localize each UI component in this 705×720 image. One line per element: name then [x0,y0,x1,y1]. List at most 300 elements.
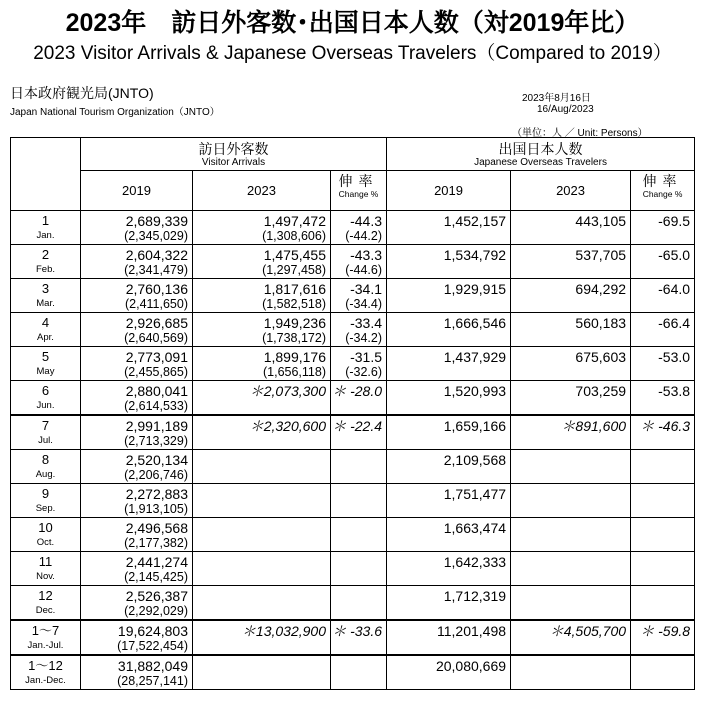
cell-spacer [387,570,510,585]
visitors-2023-value: 1,817,616 [263,281,326,297]
outbound-change-cell [631,347,695,381]
visitors-2023-value-secondary [193,399,330,414]
visitors-2023-value-secondary: (1,738,172) [262,331,326,345]
outbound-2019-value: 1,642,333 [443,554,507,570]
visitors-change-value-secondary: (-34.2) [345,331,383,345]
outbound-2023-value: ＊4,505,700 [549,623,627,639]
cell-spacer [387,434,510,449]
outbound-2019-value: 1,437,929 [443,349,507,365]
visitors-2019-value-secondary: (2,292,029) [124,604,188,618]
table-row [11,518,695,552]
table-row [11,620,695,655]
outbound-2019-value: 2,109,568 [443,452,507,468]
outbound-2023-cell [511,211,631,245]
visitors-2019-cell [81,655,193,690]
table-row [11,245,695,279]
cell-spacer [511,229,630,244]
publication-date-en: 16/Aug/2023 [537,104,594,115]
visitors-header-jp: 訪日外客数 [198,141,269,157]
outbound-change-cell [631,245,695,279]
visitors-2019-value: 2,880,041 [125,383,188,399]
cell-spacer [511,297,630,312]
visitors-change-value-secondary [331,536,386,551]
visitors-2023-header: 2023 [193,171,331,211]
month-cell [11,381,81,416]
outbound-change-cell [631,552,695,586]
visitors-change-value: -44.3 [350,213,383,229]
visitors-2019-value-secondary: (2,341,479) [124,263,188,277]
publication-date: 2023年8月16日 [522,93,591,104]
outbound-2019-value: 1,929,915 [443,281,507,297]
cell-spacer [387,297,510,312]
month-label-en: Jan.-Dec. [25,675,66,686]
outbound-2019-value: 1,666,546 [443,315,507,331]
visitors-2019-value: 31,882,049 [117,658,188,674]
visitors-2019-value-secondary: (2,713,329) [124,434,188,448]
visitors-2019-cell [81,586,193,621]
visitors-2023-cell [193,211,331,245]
visitors-2019-value-secondary: (2,455,865) [124,365,188,379]
cell-spacer [511,674,630,689]
month-cell [11,484,81,518]
month-number: 1～12 [28,658,63,673]
table-row [11,381,695,416]
visitors-change-cell [331,655,387,690]
month-number: 2 [41,247,50,262]
visitors-2023-value [193,552,330,570]
visitors-change-value: ＊ -22.4 [332,418,383,434]
outbound-2023-value [511,586,630,604]
visitors-2019-value: 19,624,803 [117,623,188,639]
outbound-2023-cell [511,484,631,518]
organization-name-en: Japan National Tourism Organization（JNTO） [10,107,220,118]
visitors-2019-cell [81,552,193,586]
visitors-change-value-secondary [331,468,386,483]
outbound-change-value [631,656,694,674]
outbound-2019-cell [387,347,511,381]
cell-spacer [631,570,694,585]
visitors-change-value [331,518,386,536]
month-label-en: Oct. [36,537,55,548]
visitors-2019-value: 2,926,685 [125,315,188,331]
outbound-2023-value [511,552,630,570]
table-row [11,313,695,347]
visitors-2023-cell [193,313,331,347]
visitors-change-cell [331,620,387,655]
visitors-change-value [331,484,386,502]
outbound-2019-value: 1,712,319 [443,588,507,604]
outbound-change-cell [631,450,695,484]
visitors-2023-value: 1,475,455 [263,247,326,263]
month-cell [11,450,81,484]
visitors-change-value [331,586,386,604]
cell-spacer [631,536,694,551]
month-cell [11,313,81,347]
visitors-change-value: ＊ -33.6 [332,623,383,639]
cell-spacer [387,536,510,551]
outbound-2019-cell [387,211,511,245]
visitors-change-value [331,552,386,570]
visitors-2023-value [193,450,330,468]
visitors-2019-value: 2,496,568 [125,520,188,536]
visitors-2019-cell [81,279,193,313]
visitors-change-value-secondary [331,434,386,449]
visitors-change-value: -34.1 [350,281,383,297]
change-header-jp: 伸率 [642,173,683,189]
outbound-change-value: -64.0 [658,281,691,297]
visitors-2019-value-secondary: (2,145,425) [124,570,188,584]
visitors-2019-cell [81,347,193,381]
visitors-change-value-secondary [331,502,386,517]
cell-spacer [631,297,694,312]
outbound-change-cell [631,211,695,245]
outbound-2019-cell [387,415,511,450]
month-cell [11,586,81,621]
change-header-en: Change % [642,189,683,199]
month-number: 11 [38,554,53,569]
page-subtitle: 2023 Visitor Arrivals & Japanese Overseas Travelers（Compared to 2019） [33,43,672,64]
cell-spacer [511,263,630,278]
cell-spacer [631,468,694,483]
visitors-2023-value-secondary [193,434,330,449]
visitors-2019-value: 2,689,339 [125,213,188,229]
outbound-change-value [631,552,694,570]
outbound-2023-cell [511,552,631,586]
visitors-change-value-secondary [331,674,386,689]
outbound-2023-value: 675,603 [575,349,627,365]
cell-spacer [387,331,510,346]
outbound-2019-cell [387,450,511,484]
visitors-2019-value-secondary: (17,522,454) [117,639,188,653]
visitors-2019-cell [81,415,193,450]
visitors-2019-value: 2,526,387 [125,588,188,604]
month-number: 1～7 [31,623,60,638]
visitors-change-cell [331,313,387,347]
visitors-2023-value-secondary [193,502,330,517]
outbound-2019-value: 1,520,993 [443,383,507,399]
outbound-2019-value: 1,452,157 [443,213,507,229]
outbound-2019-cell [387,586,511,621]
cell-spacer [631,365,694,380]
outbound-2023-header: 2023 [511,171,631,211]
visitors-2023-value-secondary [193,468,330,483]
outbound-change-value: -53.8 [658,383,691,399]
organization-name: 日本政府観光局(JNTO) [10,85,154,101]
visitors-2019-value-secondary: (2,640,569) [124,331,188,345]
month-label-en: Dec. [35,605,56,616]
visitors-header-en: Visitor Arrivals [201,157,266,168]
visitors-2023-value-secondary [193,674,330,689]
outbound-change-cell [631,415,695,450]
visitors-2023-cell [193,484,331,518]
visitors-2019-value-secondary: (2,411,650) [124,297,188,311]
outbound-change-value [631,586,694,604]
table-row [11,450,695,484]
table-row [11,347,695,381]
table-row [11,484,695,518]
month-number: 4 [41,315,50,330]
month-cell [11,415,81,450]
outbound-2019-cell [387,245,511,279]
outbound-2023-cell [511,620,631,655]
visitors-change-value: -43.3 [350,247,383,263]
outbound-2019-cell [387,518,511,552]
outbound-2023-cell [511,313,631,347]
visitors-2023-cell [193,279,331,313]
visitors-2023-value [193,518,330,536]
outbound-2019-value: 1,751,477 [443,486,507,502]
page-title: 2023年 訪日外客数･出国日本人数（対2019年比） [65,9,640,37]
visitors-change-value: -31.5 [350,349,383,365]
outbound-2019-cell [387,381,511,416]
visitors-change-cell [331,415,387,450]
visitors-2019-value: 2,604,322 [125,247,188,263]
outbound-2019-cell [387,313,511,347]
outbound-2023-cell [511,655,631,690]
month-number: 1 [41,213,50,228]
visitors-2019-value-secondary: (2,206,746) [124,468,188,482]
cell-spacer [631,399,694,414]
visitors-2019-value: 2,760,136 [125,281,188,297]
visitors-2023-cell [193,381,331,416]
visitors-change-cell [331,347,387,381]
outbound-2023-value: 560,183 [575,315,627,331]
visitors-change-value-secondary: (-44.2) [345,229,383,243]
month-number: 9 [41,486,50,501]
month-number: 12 [38,588,53,603]
month-cell [11,245,81,279]
outbound-2019-cell [387,279,511,313]
visitors-change-cell [331,381,387,416]
visitors-2019-cell [81,245,193,279]
visitors-2019-value: 2,991,189 [125,418,188,434]
month-cell [11,279,81,313]
visitors-change-cell [331,484,387,518]
month-label-en: Feb. [35,264,55,275]
outbound-change-value: -69.5 [658,213,691,229]
outbound-2019-value: 1,663,474 [443,520,507,536]
cell-spacer [387,399,510,414]
cell-spacer [387,502,510,517]
visitors-change-cell [331,450,387,484]
outbound-2019-cell [387,552,511,586]
visitors-2023-value: 1,899,176 [263,349,326,365]
outbound-change-header [631,171,695,211]
visitors-2019-cell [81,450,193,484]
cell-spacer [511,570,630,585]
visitors-2019-header: 2019 [81,171,193,211]
outbound-change-value: ＊ -59.8 [640,623,691,639]
month-label-en: Jul. [38,435,53,446]
visitors-2023-value [193,586,330,604]
cell-spacer [387,365,510,380]
cell-spacer [631,434,694,449]
outbound-2023-cell [511,381,631,416]
outbound-group-header [387,138,695,171]
visitors-2019-value: 2,272,883 [125,486,188,502]
visitors-2019-cell [81,484,193,518]
visitors-change-cell [331,245,387,279]
visitors-2023-value [193,656,330,674]
outbound-change-value: -53.0 [658,349,691,365]
cell-spacer [631,263,694,278]
header-row-groups [11,138,695,171]
month-label-en: Jan. [36,230,55,241]
month-number: 6 [41,383,50,398]
outbound-2023-value [511,656,630,674]
cell-spacer [511,434,630,449]
outbound-change-value [631,518,694,536]
table-row [11,655,695,690]
outbound-change-cell [631,381,695,416]
month-label-en: Sep. [35,503,56,514]
outbound-2023-value [511,518,630,536]
visitors-2023-value: ＊2,320,600 [249,418,326,434]
visitors-change-cell [331,211,387,245]
outbound-change-cell [631,279,695,313]
outbound-2023-value [511,450,630,468]
outbound-2023-value: 443,105 [575,213,627,229]
outbound-2019-value: 1,534,792 [443,247,507,263]
cell-spacer [631,229,694,244]
outbound-2023-value [511,484,630,502]
table-row [11,552,695,586]
outbound-2019-cell [387,655,511,690]
unit-note: （単位：人 ／ Unit: Persons） [512,128,648,139]
visitors-2023-value-secondary: (1,582,518) [262,297,326,311]
outbound-change-value: ＊ -46.3 [640,418,691,434]
table-row [11,586,695,621]
cell-spacer [511,536,630,551]
outbound-change-cell [631,655,695,690]
outbound-2019-value: 1,659,166 [443,418,507,434]
outbound-2019-cell [387,620,511,655]
visitors-2019-value: 2,773,091 [125,349,188,365]
visitors-2023-cell [193,518,331,552]
month-label-en: Apr. [37,332,54,343]
outbound-change-cell [631,620,695,655]
visitors-change-cell [331,552,387,586]
month-cell [11,347,81,381]
visitors-2023-cell [193,347,331,381]
visitors-2019-value-secondary: (2,345,029) [124,229,188,243]
month-cell [11,655,81,690]
outbound-header-jp: 出国日本人数 [498,141,583,157]
cell-spacer [387,639,510,654]
cell-spacer [511,365,630,380]
month-number: 3 [41,281,50,296]
month-cell [11,620,81,655]
visitors-2023-cell [193,245,331,279]
visitors-2023-value: 1,497,472 [263,213,326,229]
outbound-2023-cell [511,347,631,381]
header-row-years [11,171,695,211]
outbound-2019-header: 2019 [387,171,511,211]
visitors-change-cell [331,586,387,621]
visitors-group-header [81,138,387,171]
cell-spacer [387,468,510,483]
visitors-2019-value-secondary: (2,614,533) [124,399,188,413]
cell-spacer [387,674,510,689]
visitors-2023-cell [193,450,331,484]
visitors-2023-cell [193,415,331,450]
outbound-change-cell [631,586,695,621]
outbound-2023-value: ＊891,600 [561,418,627,434]
month-number: 7 [41,418,50,433]
visitors-change-value: -33.4 [350,315,383,331]
outbound-change-value [631,450,694,468]
visitors-2019-value: 2,441,274 [125,554,188,570]
cell-spacer [511,399,630,414]
month-label-en: Mar. [36,298,55,309]
visitors-2023-cell [193,552,331,586]
outbound-2023-cell [511,415,631,450]
month-cell [11,211,81,245]
cell-spacer [631,502,694,517]
visitors-2023-value-secondary: (1,297,458) [262,263,326,277]
visitors-2023-cell [193,655,331,690]
visitors-2023-value-secondary: (1,308,606) [262,229,326,243]
month-number: 8 [41,452,50,467]
outbound-2019-value: 11,201,498 [437,623,507,639]
cell-spacer [631,604,694,619]
visitors-change-value [331,450,386,468]
outbound-2023-cell [511,450,631,484]
cell-spacer [511,502,630,517]
visitors-2023-value: ＊13,032,900 [241,623,326,639]
visitors-2023-value [193,484,330,502]
visitors-change-value-secondary [331,604,386,619]
outbound-2019-value: 20,080,669 [435,658,507,674]
month-label-en: Jan.-Jul. [27,640,64,651]
visitors-change-value-secondary [331,639,386,654]
statistics-table [10,137,695,690]
visitors-change-value-secondary: (-34.4) [345,297,383,311]
cell-spacer [631,331,694,346]
month-label-en: Aug. [35,469,56,480]
month-label-en: May [36,366,55,377]
outbound-change-value: -66.4 [658,315,691,331]
visitors-2019-cell [81,620,193,655]
visitors-change-cell [331,518,387,552]
visitors-change-value: ＊ -28.0 [332,383,383,399]
visitors-2019-cell [81,518,193,552]
visitors-change-cell [331,279,387,313]
visitors-change-value-secondary [331,570,386,585]
outbound-change-cell [631,484,695,518]
cell-spacer [511,468,630,483]
table-row [11,279,695,313]
outbound-change-cell [631,518,695,552]
outbound-2019-cell [387,484,511,518]
outbound-2023-cell [511,245,631,279]
visitors-2023-cell [193,620,331,655]
month-label-en: Jun. [36,400,55,411]
header-corner [11,138,81,211]
visitors-2019-value-secondary: (1,913,105) [124,502,188,516]
outbound-2023-cell [511,279,631,313]
cell-spacer [631,674,694,689]
visitors-2023-value-secondary [193,639,330,654]
visitors-2019-value-secondary: (2,177,382) [124,536,188,550]
outbound-change-value: -65.0 [658,247,691,263]
cell-spacer [387,604,510,619]
outbound-header-en: Japanese Overseas Travelers [474,157,607,168]
month-cell [11,518,81,552]
visitors-change-value-secondary: (-44.6) [345,263,383,277]
outbound-2023-value: 703,259 [575,383,627,399]
visitors-2019-cell [81,211,193,245]
